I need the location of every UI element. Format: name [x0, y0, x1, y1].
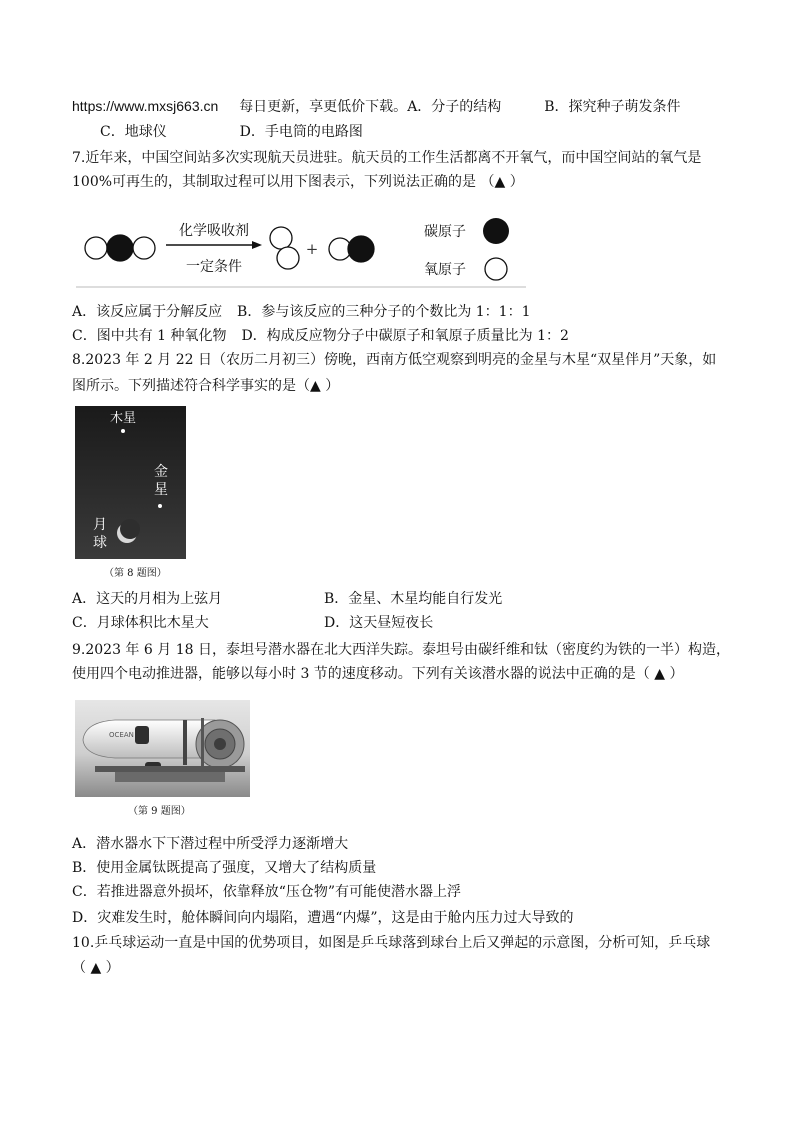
q9-option-b: B．使用金属钛既提高了强度，又增大了结构质量 [72, 860, 377, 876]
moon-label-1: 月 [93, 517, 107, 533]
q6-option-d: D．手电筒的电路图 [239, 124, 363, 140]
q8-option-b: B．金星、木星均能自行发光 [324, 591, 503, 607]
q8-option-d: D．这天昼短夜长 [324, 615, 434, 631]
q6-options-row2 [100, 122, 363, 142]
q8-option-a: A．这天的月相为上弦月 [72, 591, 223, 607]
plus-sign: + [305, 240, 319, 258]
q7-options-row1 [72, 302, 531, 322]
jupiter-label: 木星 [109, 411, 137, 426]
q7-option-c: C．图中共有 1 种氧化物 [72, 328, 227, 344]
reaction-arrow [166, 241, 262, 249]
product-co-molecule [329, 236, 374, 262]
moon-label-2: 球 [93, 535, 107, 551]
q6-option-b: B．探究种子萌发条件 [544, 99, 681, 115]
venus-label-2: 星 [154, 482, 168, 498]
q9-option-a: A．潜水器水下下潜过程中所受浮力逐渐增大 [72, 836, 349, 852]
jupiter-dot [121, 429, 125, 433]
condition-top: 化学吸收剂 [179, 223, 249, 239]
q7-option-b: B．参与该反应的三种分子的个数比为 1：1：1 [237, 304, 531, 320]
q6-option-a: A．分子的结构 [407, 99, 502, 115]
slogan: 每日更新，享更低价下载。 [239, 99, 408, 115]
q9-option-c: C．若推进器意外损坏，依靠释放“压仓物”有可能使潜水器上浮 [72, 884, 462, 900]
q7-options-row2 [72, 326, 569, 346]
q7-stem-line2: 100%可再生的，其制取过程可以用下图表示，下列说法正确的是 （▲ ） [72, 174, 524, 190]
legend-carbon-label: 碳原子 [424, 224, 466, 240]
q10-stem-line2: （ ▲ ） [72, 960, 120, 976]
q7-option-a: A．该反应属于分解反应 [72, 304, 223, 320]
q7-option-d: D．构成反应物分子中碳原子和氧原子质量比为 1：2 [241, 328, 569, 344]
q10-stem-line1: 10.乒乓球运动一直是中国的优势项目，如图是乒乓球落到球台上后又弹起的示意图，分析可知，乒乓球 [72, 935, 711, 951]
reactant-molecule [85, 235, 155, 261]
legend-oxygen-label: 氧原子 [424, 262, 466, 278]
header-line [72, 96, 681, 117]
q7-stem-line1: 7.近年来，中国空间站多次实现航天员进驻。航天员的工作生活都离不开氧气，而中国空间站的氧气是 [72, 150, 702, 166]
q9-stem-line2: 使用四个电动推进器，能够以每小时 3 节的速度移动。下列有关该潜水器的说法中正确的是（ ▲ ） [72, 666, 684, 682]
q6-option-c: C．地球仪 [100, 124, 167, 140]
q8-sky-photo [75, 406, 186, 559]
condition-bottom: 一定条件 [186, 259, 242, 275]
legend-carbon-swatch [483, 218, 509, 244]
source-url[interactable]: https://www.mxsj663.cn [72, 98, 219, 114]
venus-dot [158, 504, 162, 508]
q8-figure-caption: （第 8 题图） [104, 568, 167, 579]
q8-stem-line2: 图所示。下列描述符合科学事实的是（▲ ） [72, 378, 340, 394]
product-oxygen-molecule [270, 227, 299, 269]
q8-options-row1 [72, 589, 502, 609]
hull-text: OCEAN [109, 731, 134, 739]
q9-stem-line1: 9.2023 年 6 月 18 日，泰坦号潜水器在北大西洋失踪。泰坦号由碳纤维和钛（密度约为铁的一半）构造， [72, 642, 730, 658]
q8-stem-line1: 8.2023 年 2 月 22 日（农历二月初三）傍晚，西南方低空观察到明亮的金星与木星“双星伴月”天象，如 [72, 352, 717, 368]
q9-figure-caption: （第 9 题图） [128, 806, 191, 817]
q9-submersible-photo [75, 700, 250, 797]
q8-options-row2 [72, 613, 433, 633]
q8-option-c: C．月球体积比木星大 [72, 615, 209, 631]
q7-reaction-diagram [76, 205, 526, 290]
venus-label-1: 金 [154, 464, 168, 480]
legend-oxygen-swatch [485, 258, 507, 280]
q9-option-d: D．灾难发生时，舱体瞬间向内塌陷，遭遇“内爆”，这是由于舱内压力过大导致的 [72, 910, 574, 926]
